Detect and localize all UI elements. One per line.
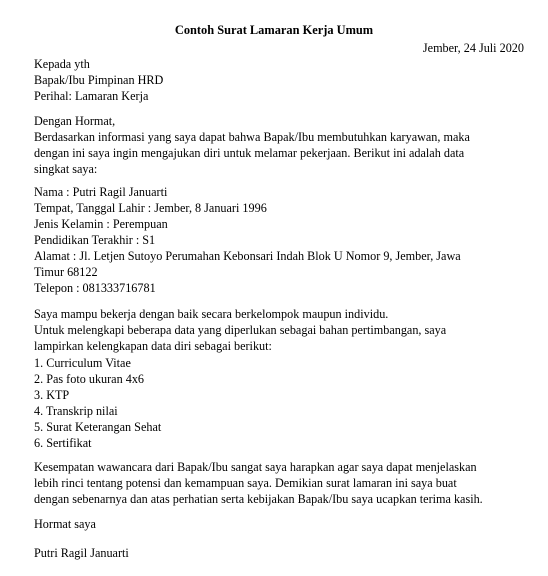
recipient-line: Perihal: Lamaran Kerja xyxy=(34,89,149,103)
detail-line: Telepon : 081333716781 xyxy=(34,281,156,295)
recipient-block xyxy=(34,56,534,104)
detail-line: Pendidikan Terakhir : S1 xyxy=(34,233,156,247)
intro-line: Berdasarkan informasi yang saya dapat bahwa Bapak/Ibu membutuhkan karyawan, maka xyxy=(34,130,470,144)
list-item: 4. Transkrip nilai xyxy=(34,404,118,418)
signoff: Hormat saya xyxy=(34,517,96,531)
closing-block xyxy=(34,459,534,507)
body-line: lampirkan kelengkapan data diri sebagai berikut: xyxy=(34,339,272,353)
closing-line: lebih rinci tentang potensi dan kemampuan saya. Demikian surat lamaran ini saya buat xyxy=(34,476,457,490)
document-title: Contoh Surat Lamaran Kerja Umum xyxy=(174,23,374,37)
body-line: Untuk melengkapi beberapa data yang diperlukan sebagai bahan pertimbangan, saya xyxy=(34,323,447,337)
body-block xyxy=(34,306,534,354)
detail-line: Nama : Putri Ragil Januarti xyxy=(34,185,168,199)
intro-line: dengan ini saya ingin mengajukan diri untuk melamar pekerjaan. Berikut ini adalah data xyxy=(34,146,465,160)
list-item: 3. KTP xyxy=(34,388,70,402)
detail-line: Alamat : Jl. Letjen Sutoyo Perumahan Kebonsari Indah Blok U Nomor 9, Jember, Jawa xyxy=(34,249,461,263)
list-item: 1. Curriculum Vitae xyxy=(34,356,131,370)
applicant-details xyxy=(34,184,534,296)
closing-line: Kesempatan wawancara dari Bapak/Ibu sangat saya harapkan agar saya dapat menjelaskan xyxy=(34,460,477,474)
detail-line: Jenis Kelamin : Perempuan xyxy=(34,217,168,231)
recipient-line: Kepada yth xyxy=(34,57,90,71)
attachment-list xyxy=(34,355,534,451)
letter-date: Jember, 24 Juli 2020 xyxy=(422,41,524,55)
list-item: 6. Sertifikat xyxy=(34,436,92,450)
signature-name: Putri Ragil Januarti xyxy=(34,546,129,560)
greeting: Dengan Hormat, xyxy=(34,114,116,128)
list-item: 2. Pas foto ukuran 4x6 xyxy=(34,372,145,386)
recipient-line: Bapak/Ibu Pimpinan HRD xyxy=(34,73,164,87)
list-item: 5. Surat Keterangan Sehat xyxy=(34,420,162,434)
body-line: Saya mampu bekerja dengan baik secara berkelompok maupun individu. xyxy=(34,307,389,321)
detail-line: Timur 68122 xyxy=(34,265,98,279)
detail-line: Tempat, Tanggal Lahir : Jember, 8 Januari 1996 xyxy=(34,201,267,215)
closing-line: dengan sebenarnya dan atas perhatian serta kebijakan Bapak/Ibu saya ucapkan terima kasih. xyxy=(34,492,483,506)
greeting-block xyxy=(34,113,534,177)
intro-line: singkat saya: xyxy=(34,162,98,176)
